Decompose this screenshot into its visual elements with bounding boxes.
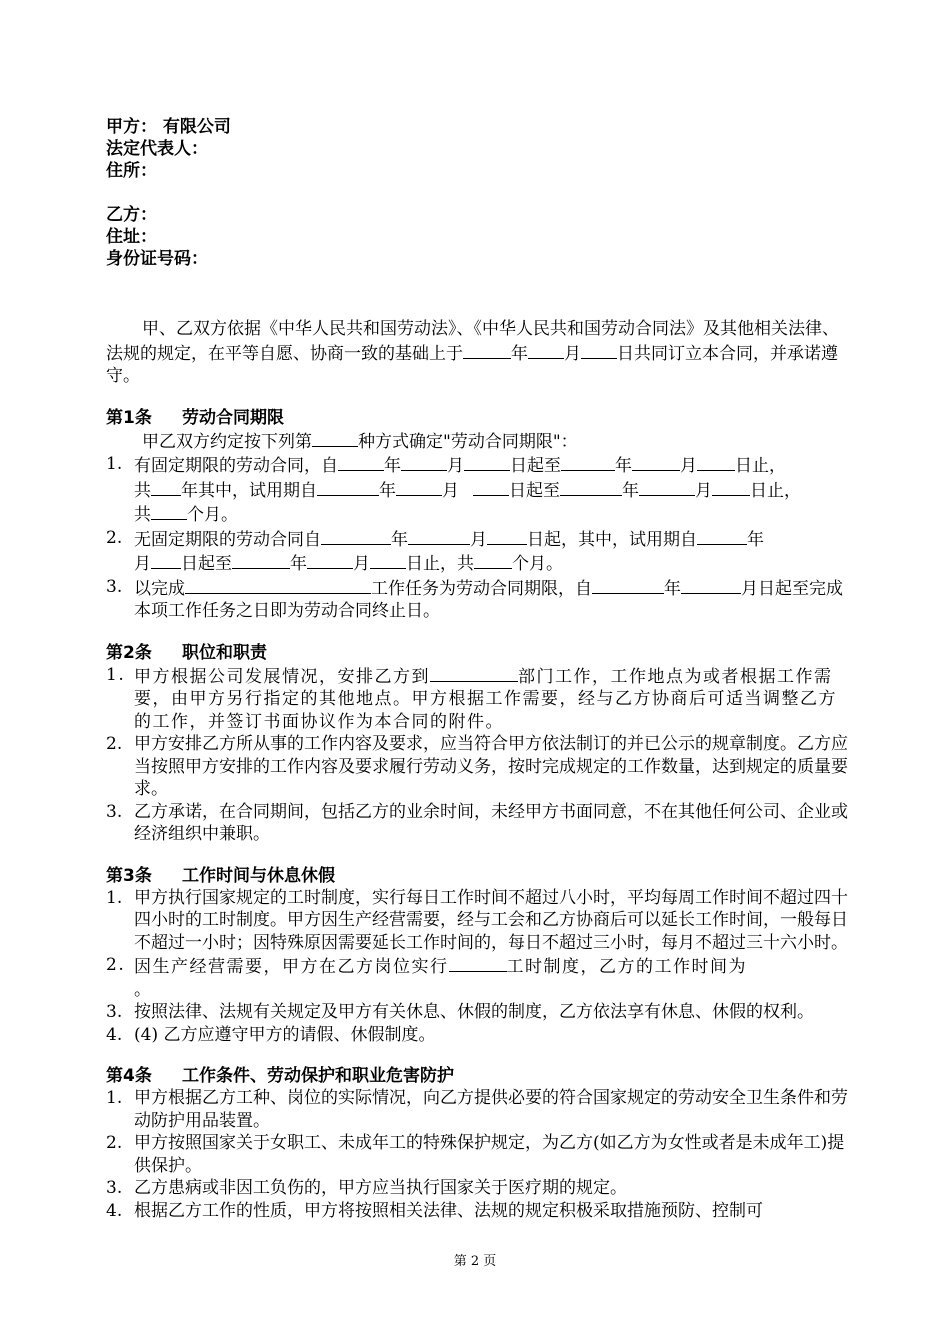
- article-2-item-3: 3. 乙方承诺，在合同期间，包括乙方的业余时间，未经甲方书面同意，不在其他任何公司、企业或经济组织中兼职。: [106, 801, 848, 844]
- page-number: 第 2 页: [453, 1254, 497, 1269]
- article-4-item-1: 1. 甲方根据乙方工种、岗位的实际情况，向乙方提供必要的符合国家规定的劳动安全卫生条件和劳动防护用品装置。: [106, 1088, 848, 1131]
- article-1-item-2: 2. 无固定期限的劳动合同自 年 月 日起，其中，试用期自 年 月 日起至 年 月 日止，共 个月。: [106, 527, 764, 574]
- article-4-item-3: 3. 乙方患病或非因工负伤的，甲方应当执行国家关于医疗期的规定。: [106, 1178, 627, 1198]
- legal-rep-line: 法定代表人：: [106, 139, 208, 159]
- article-1-item-3: 3. 以完成 工作任务为劳动合同期限，自 年 月日起至完成本项工作任务之日即为劳动合同终止日。: [106, 576, 843, 621]
- id-number-line: 身份证号码：: [106, 249, 208, 269]
- article-2-item-1: 1. 甲方根据公司发展情况，安排乙方到 部门工作，工作地点为或者根据工作需要，由甲方另行指定的其他地点。甲方根据工作需要，经与乙方协商后可适当调整乙方的工作，并签订书面协议作为本合同的附件。: [106, 664, 837, 732]
- party-a-line: 甲方： 有限公司: [106, 117, 231, 137]
- preamble: 甲、乙双方依据《中华人民共和国劳动法》、《中华人民共和国劳动合同法》及其他相关法律、法规的规定，在平等自愿、协商一致的基础上于 年 月 日共同订立本合同，并承诺遵守。: [106, 319, 839, 386]
- party-b-line: 乙方：: [106, 205, 157, 225]
- article-3-item-4: 4. (4) 乙方应遵守甲方的请假、休假制度。: [106, 1024, 436, 1045]
- article-2-title: 第2条 职位和职责: [106, 642, 267, 663]
- residence-line: 住所：: [106, 161, 157, 181]
- article-3-item-3: 3. 按照法律、法规有关规定及甲方有关休息、休假的制度，乙方依法享有休息、休假的权利。: [106, 1002, 814, 1022]
- article-3-item-2: 2. 因生产经营需要，甲方在乙方岗位实行 工时制度，乙方的工作时间为 。: [106, 955, 747, 1000]
- article-1-intro: 甲乙双方约定按下列第 种方式确定"劳动合同期限"：: [106, 429, 848, 454]
- document-page: [106, 116, 848, 1222]
- article-1-title: 第1条 劳动合同期限: [106, 407, 284, 428]
- article-2-item-2: 2. 甲方安排乙方所从事的工作内容及要求，应当符合甲方依法制订的并已公示的规章制度。乙方应当按照甲方安排的工作内容及要求履行劳动义务，按时完成规定的工作数量，达到规定的质量要求。: [106, 734, 848, 799]
- article-4-item-4: 4. 根据乙方工作的性质，甲方将按照相关法律、法规的规定积极采取措施预防、控制可: [106, 1200, 763, 1221]
- address-line: 住址：: [106, 227, 157, 247]
- article-4-item-2: 2. 甲方按照国家关于女职工、未成年工的特殊保护规定，为乙方(如乙方为女性或者是未成年工)提供保护。: [106, 1133, 845, 1176]
- article-4-title: 第4条 工作条件、劳动保护和职业危害防护: [106, 1066, 454, 1086]
- article-1-item-1: 1. 有固定期限的劳动合同，自 年 月 日起至 年 月 日止， 共 年其中，试用期自 年 月 日起至 年 月 日止， 共 个月。: [106, 454, 801, 525]
- article-3-title: 第3条 工作时间与休息休假: [106, 865, 335, 886]
- article-3-item-1: 1. 甲方执行国家规定的工时制度，实行每日工作时间不超过八小时，平均每周工作时间不超过四十四小时的工时制度。甲方因生产经营需要，经与工会和乙方协商后可以延长工作时间，一般每日不超过一小时；因特殊原因需要延长工作时间的，每日不超过三小时，每月不超过三十六小时。: [106, 887, 848, 953]
